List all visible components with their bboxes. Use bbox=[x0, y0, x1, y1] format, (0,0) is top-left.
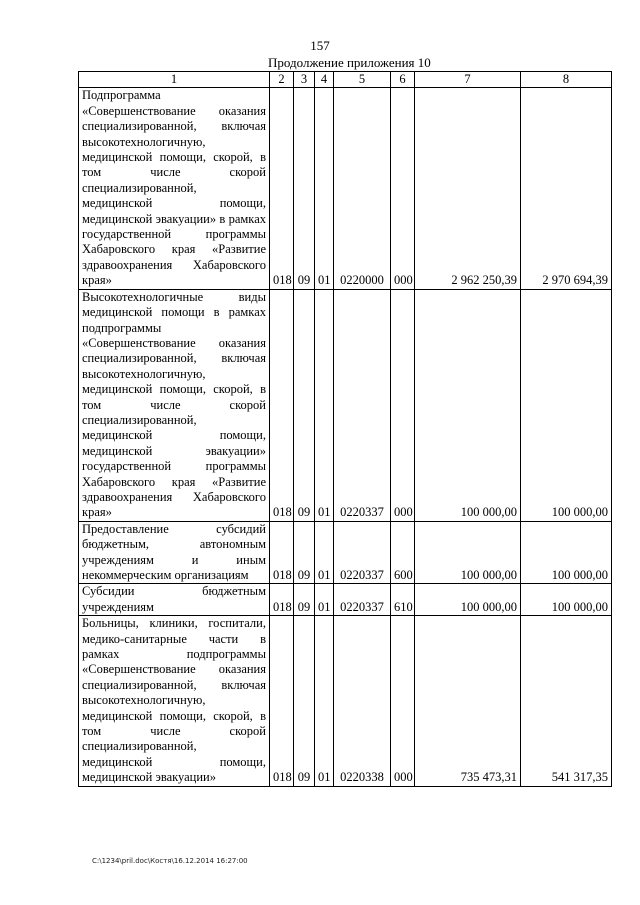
cell-section: 09 bbox=[294, 584, 315, 616]
row-description: Высокотехнологичные виды медицинской помощи в рамках подпрограммы «Совершенствование оказания специализированной, включая высокотехнологичную, медицинской помощи, скорой, в том числе скорой специализированной, медицинской помощи, медицинской эвакуации» государственной программы Хабаровского края «Развитие здравоохранения Хабаровского края» bbox=[79, 289, 270, 521]
header-col-6: 6 bbox=[391, 72, 415, 88]
cell-subsection: 01 bbox=[315, 616, 334, 786]
cell-expense-type: 000 bbox=[391, 88, 415, 289]
cell-subsection: 01 bbox=[315, 521, 334, 584]
cell-target-article: 0220337 bbox=[334, 521, 391, 584]
table-row bbox=[79, 289, 612, 521]
cell-target-article: 0220337 bbox=[334, 584, 391, 616]
cell-subsection: 01 bbox=[315, 88, 334, 289]
row-description: Больницы, клиники, госпитали, медико-санитарные части в рамках подпрограммы «Совершенствование оказания специализированной, включая высокотехнологичную, медицинской помощи, скорой, в том числе скорой специализированной, медицинской помощи, медицинской эвакуации» bbox=[79, 616, 270, 786]
cell-amount-col8: 100 000,00 bbox=[521, 521, 612, 584]
table-row bbox=[79, 584, 612, 616]
page-number: 157 bbox=[310, 38, 330, 53]
header-col-7: 7 bbox=[415, 72, 521, 88]
cell-amount-col8: 100 000,00 bbox=[521, 584, 612, 616]
cell-section: 09 bbox=[294, 616, 315, 786]
header-col-4: 4 bbox=[315, 72, 334, 88]
cell-amount-col8: 541 317,35 bbox=[521, 616, 612, 786]
cell-amount-col8: 2 970 694,39 bbox=[521, 88, 612, 289]
cell-amount-col7: 735 473,31 bbox=[415, 616, 521, 786]
header-col-2: 2 bbox=[270, 72, 294, 88]
row-description: Предоставление субсидий бюджетным, автономным учреждениям и иным некоммерческим организациям bbox=[79, 521, 270, 584]
cell-ministry-code: 018 bbox=[270, 584, 294, 616]
cell-expense-type: 000 bbox=[391, 289, 415, 521]
cell-amount-col7: 100 000,00 bbox=[415, 521, 521, 584]
header-col-5: 5 bbox=[334, 72, 391, 88]
cell-target-article: 0220000 bbox=[334, 88, 391, 289]
cell-amount-col7: 100 000,00 bbox=[415, 289, 521, 521]
header-col-8: 8 bbox=[521, 72, 612, 88]
row-description: Субсидии бюджетным учреждениям bbox=[79, 584, 270, 616]
cell-expense-type: 000 bbox=[391, 616, 415, 786]
cell-target-article: 0220338 bbox=[334, 616, 391, 786]
cell-ministry-code: 018 bbox=[270, 616, 294, 786]
cell-ministry-code: 018 bbox=[270, 88, 294, 289]
cell-section: 09 bbox=[294, 521, 315, 584]
header-col-3: 3 bbox=[294, 72, 315, 88]
cell-subsection: 01 bbox=[315, 584, 334, 616]
table-row bbox=[79, 88, 612, 289]
cell-ministry-code: 018 bbox=[270, 521, 294, 584]
cell-amount-col7: 100 000,00 bbox=[415, 584, 521, 616]
cell-subsection: 01 bbox=[315, 289, 334, 521]
cell-ministry-code: 018 bbox=[270, 289, 294, 521]
table-row bbox=[79, 616, 612, 786]
cell-section: 09 bbox=[294, 289, 315, 521]
cell-expense-type: 610 bbox=[391, 584, 415, 616]
header-row bbox=[79, 72, 612, 88]
cell-amount-col8: 100 000,00 bbox=[521, 289, 612, 521]
cell-target-article: 0220337 bbox=[334, 289, 391, 521]
cell-expense-type: 600 bbox=[391, 521, 415, 584]
cell-section: 09 bbox=[294, 88, 315, 289]
row-description: Подпрограмма «Совершенствование оказания специализированной, включая высокотехнологичную, медицинской помощи, скорой, в том числе скорой специализированной, медицинской помощи, медицинской эвакуации» в рамках государственной программы Хабаровского края «Развитие здравоохранения Хабаровского края» bbox=[79, 88, 270, 289]
cell-amount-col7: 2 962 250,39 bbox=[415, 88, 521, 289]
file-path-footer: C:\1234\pril.doc\Костя\16.12.2014 16:27:00 bbox=[92, 857, 248, 865]
appendix-continuation-title: Продолжение приложения 10 bbox=[268, 55, 431, 70]
table-row bbox=[79, 521, 612, 584]
header-col-1: 1 bbox=[79, 72, 270, 88]
budget-table bbox=[78, 71, 612, 787]
